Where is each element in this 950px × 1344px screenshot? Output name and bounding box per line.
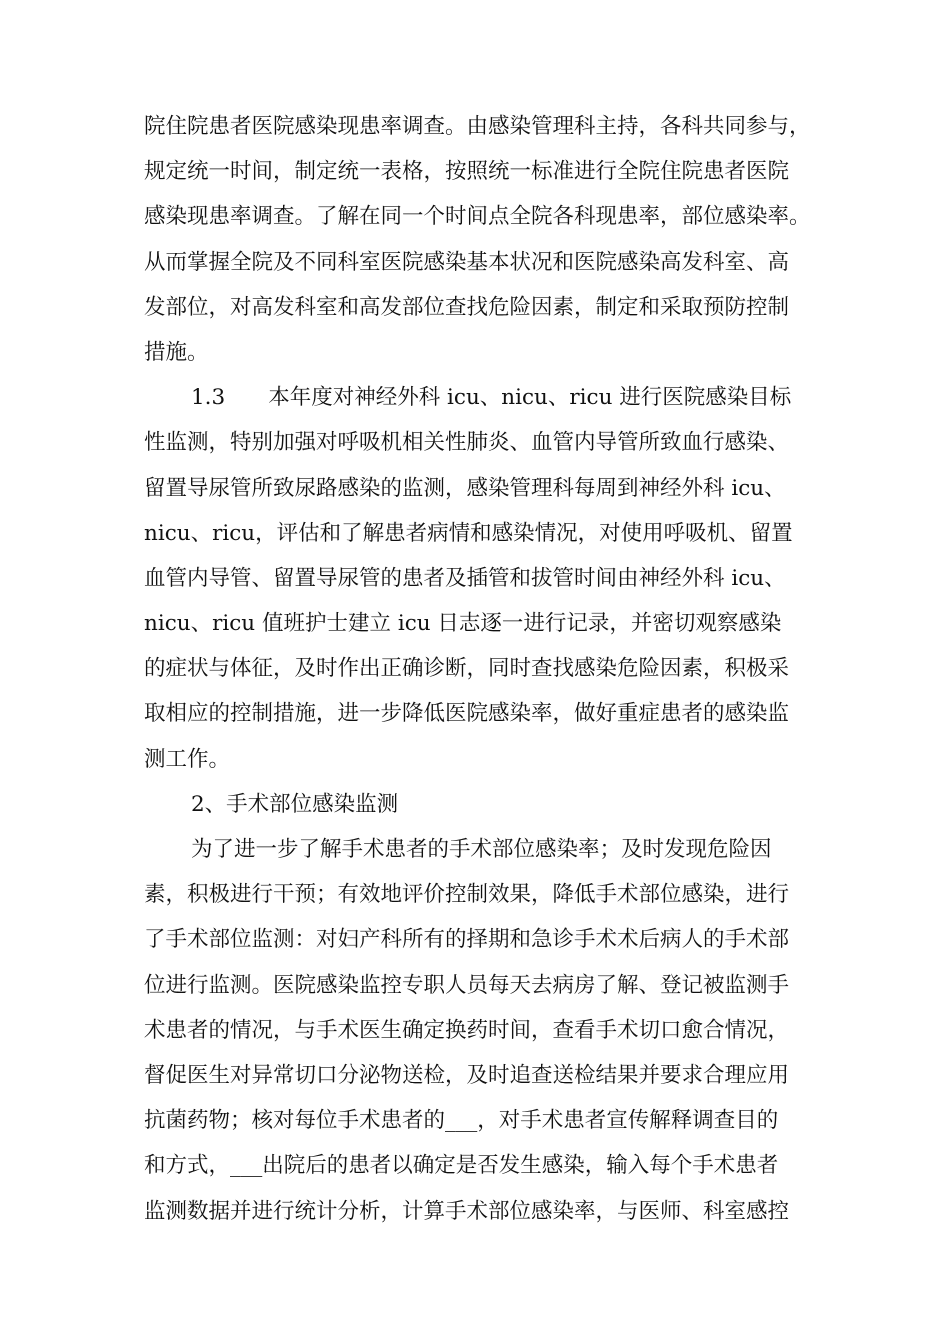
- text-line: 留置导尿管所致尿路感染的监测，感染管理科每周到神经外科 icu、: [144, 475, 786, 501]
- text-line: 院住院患者医院感染现患率调查。由感染管理科主持，各科共同参与，: [144, 114, 811, 139]
- text-line: 了手术部位监测：对妇产科所有的择期和急诊手术术后病人的手术部: [144, 927, 790, 953]
- text-line: 抗菌药物；核对每位手术患者的___，对手术患者宣传解释调查目的: [144, 1108, 779, 1134]
- text-line: nicu、ricu，评估和了解患者病情和感染情况，对使用呼吸机、留置: [144, 520, 793, 546]
- text-line: 素，积极进行干预；有效地评价控制效果，降低手术部位感染，进行: [144, 882, 790, 908]
- text-line: 为了进一步了解手术患者的手术部位感染率；及时发现危险因: [191, 837, 772, 862]
- text-line: 取相应的控制措施，进一步降低医院感染率，做好重症患者的感染监: [144, 701, 790, 727]
- text-line: 发部位，对高发科室和高发部位查找危险因素，制定和采取预防控制: [144, 294, 790, 320]
- text-line: 规定统一时间，制定统一表格，按照统一标准进行全院住院患者医院: [144, 159, 790, 185]
- text-line: 的症状与体征，及时作出正确诊断，同时查找感染危险因素，积极采: [144, 656, 790, 682]
- text-line: 督促医生对异常切口分泌物送检，及时追查送检结果并要求合理应用: [144, 1062, 790, 1088]
- text-line: 和方式，___出院后的患者以确定是否发生感染，输入每个手术患者: [144, 1153, 779, 1179]
- text-line: 血管内导管、留置导尿管的患者及插管和拔管时间由神经外科 icu、: [144, 565, 786, 591]
- text-line: 措施。: [144, 339, 209, 365]
- document-body: [144, 104, 814, 1234]
- text-line: 术患者的情况，与手术医生确定换药时间，查看手术切口愈合情况，: [144, 1017, 790, 1043]
- text-line: 性监测，特别加强对呼吸机相关性肺炎、血管内导管所致血行感染、: [144, 430, 790, 456]
- text-line: 感染现患率调查。了解在同一个时间点全院各科现患率，部位感染率。: [144, 204, 811, 230]
- text-line: 位进行监测。医院感染监控专职人员每天去病房了解、登记被监测手: [144, 972, 790, 998]
- text-line: nicu、ricu 值班护士建立 icu 日志逐一进行记录，并密切观察感染: [144, 611, 782, 637]
- text-line: 从而掌握全院及不同科室医院感染基本状况和医院感染高发科室、高: [144, 249, 790, 275]
- text-line: 测工作。: [144, 746, 231, 772]
- text-line: 监测数据并进行统计分析，计算手术部位感染率，与医师、科室感控: [144, 1198, 790, 1224]
- section-heading: 2、手术部位感染监测: [191, 791, 399, 817]
- text-line: 1.3 本年度对神经外科 icu、nicu、ricu 进行医院感染目标: [191, 385, 792, 411]
